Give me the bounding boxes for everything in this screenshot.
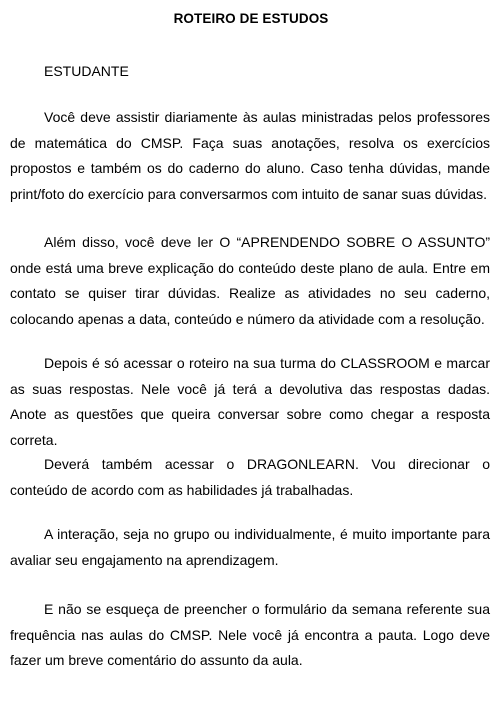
- paragraph-4: Deverá também acessar o DRAGONLEARN. Vou direcionar o conteúdo de acordo com as habilidades já trabalhadas.: [10, 456, 490, 498]
- student-label: ESTUDANTE: [44, 63, 129, 79]
- paragraph-5: A interação, seja no grupo ou individualmente, é muito importante para avaliar seu engajamento na aprendizagem.: [10, 526, 490, 568]
- paragraph-2: Além disso, você deve ler O “APRENDENDO SOBRE O ASSUNTO” onde está uma breve explicação do conteúdo deste plano de aula. Entre em contato se quiser tirar dúvidas. Realize as atividades no seu caderno, colocando apenas a data, conteúdo e número da atividade com a resolução.: [10, 234, 490, 327]
- document-title: ROTEIRO DE ESTUDOS: [173, 11, 329, 26]
- paragraph-3: Depois é só acessar o roteiro na sua turma do CLASSROOM e marcar as suas respostas. Nele você já terá a devolutiva das respostas dadas. Anote as questões que queira conversar sobre como chegar a resposta correta.: [10, 355, 490, 448]
- paragraph-1: Você deve assistir diariamente às aulas ministradas pelos professores de matemática do CMSP. Faça suas anotações, resolva os exercícios propostos e também os do caderno do aluno. Caso tenha dúvidas, mande print/foto do exercício para conversarmos com intuito de sanar suas dúvidas.: [10, 109, 490, 202]
- paragraph-6: E não se esqueça de preencher o formulário da semana referente sua frequência nas aulas do CMSP. Nele você já encontra a pauta. Logo deve fazer um breve comentário do assunto da aula.: [10, 601, 490, 668]
